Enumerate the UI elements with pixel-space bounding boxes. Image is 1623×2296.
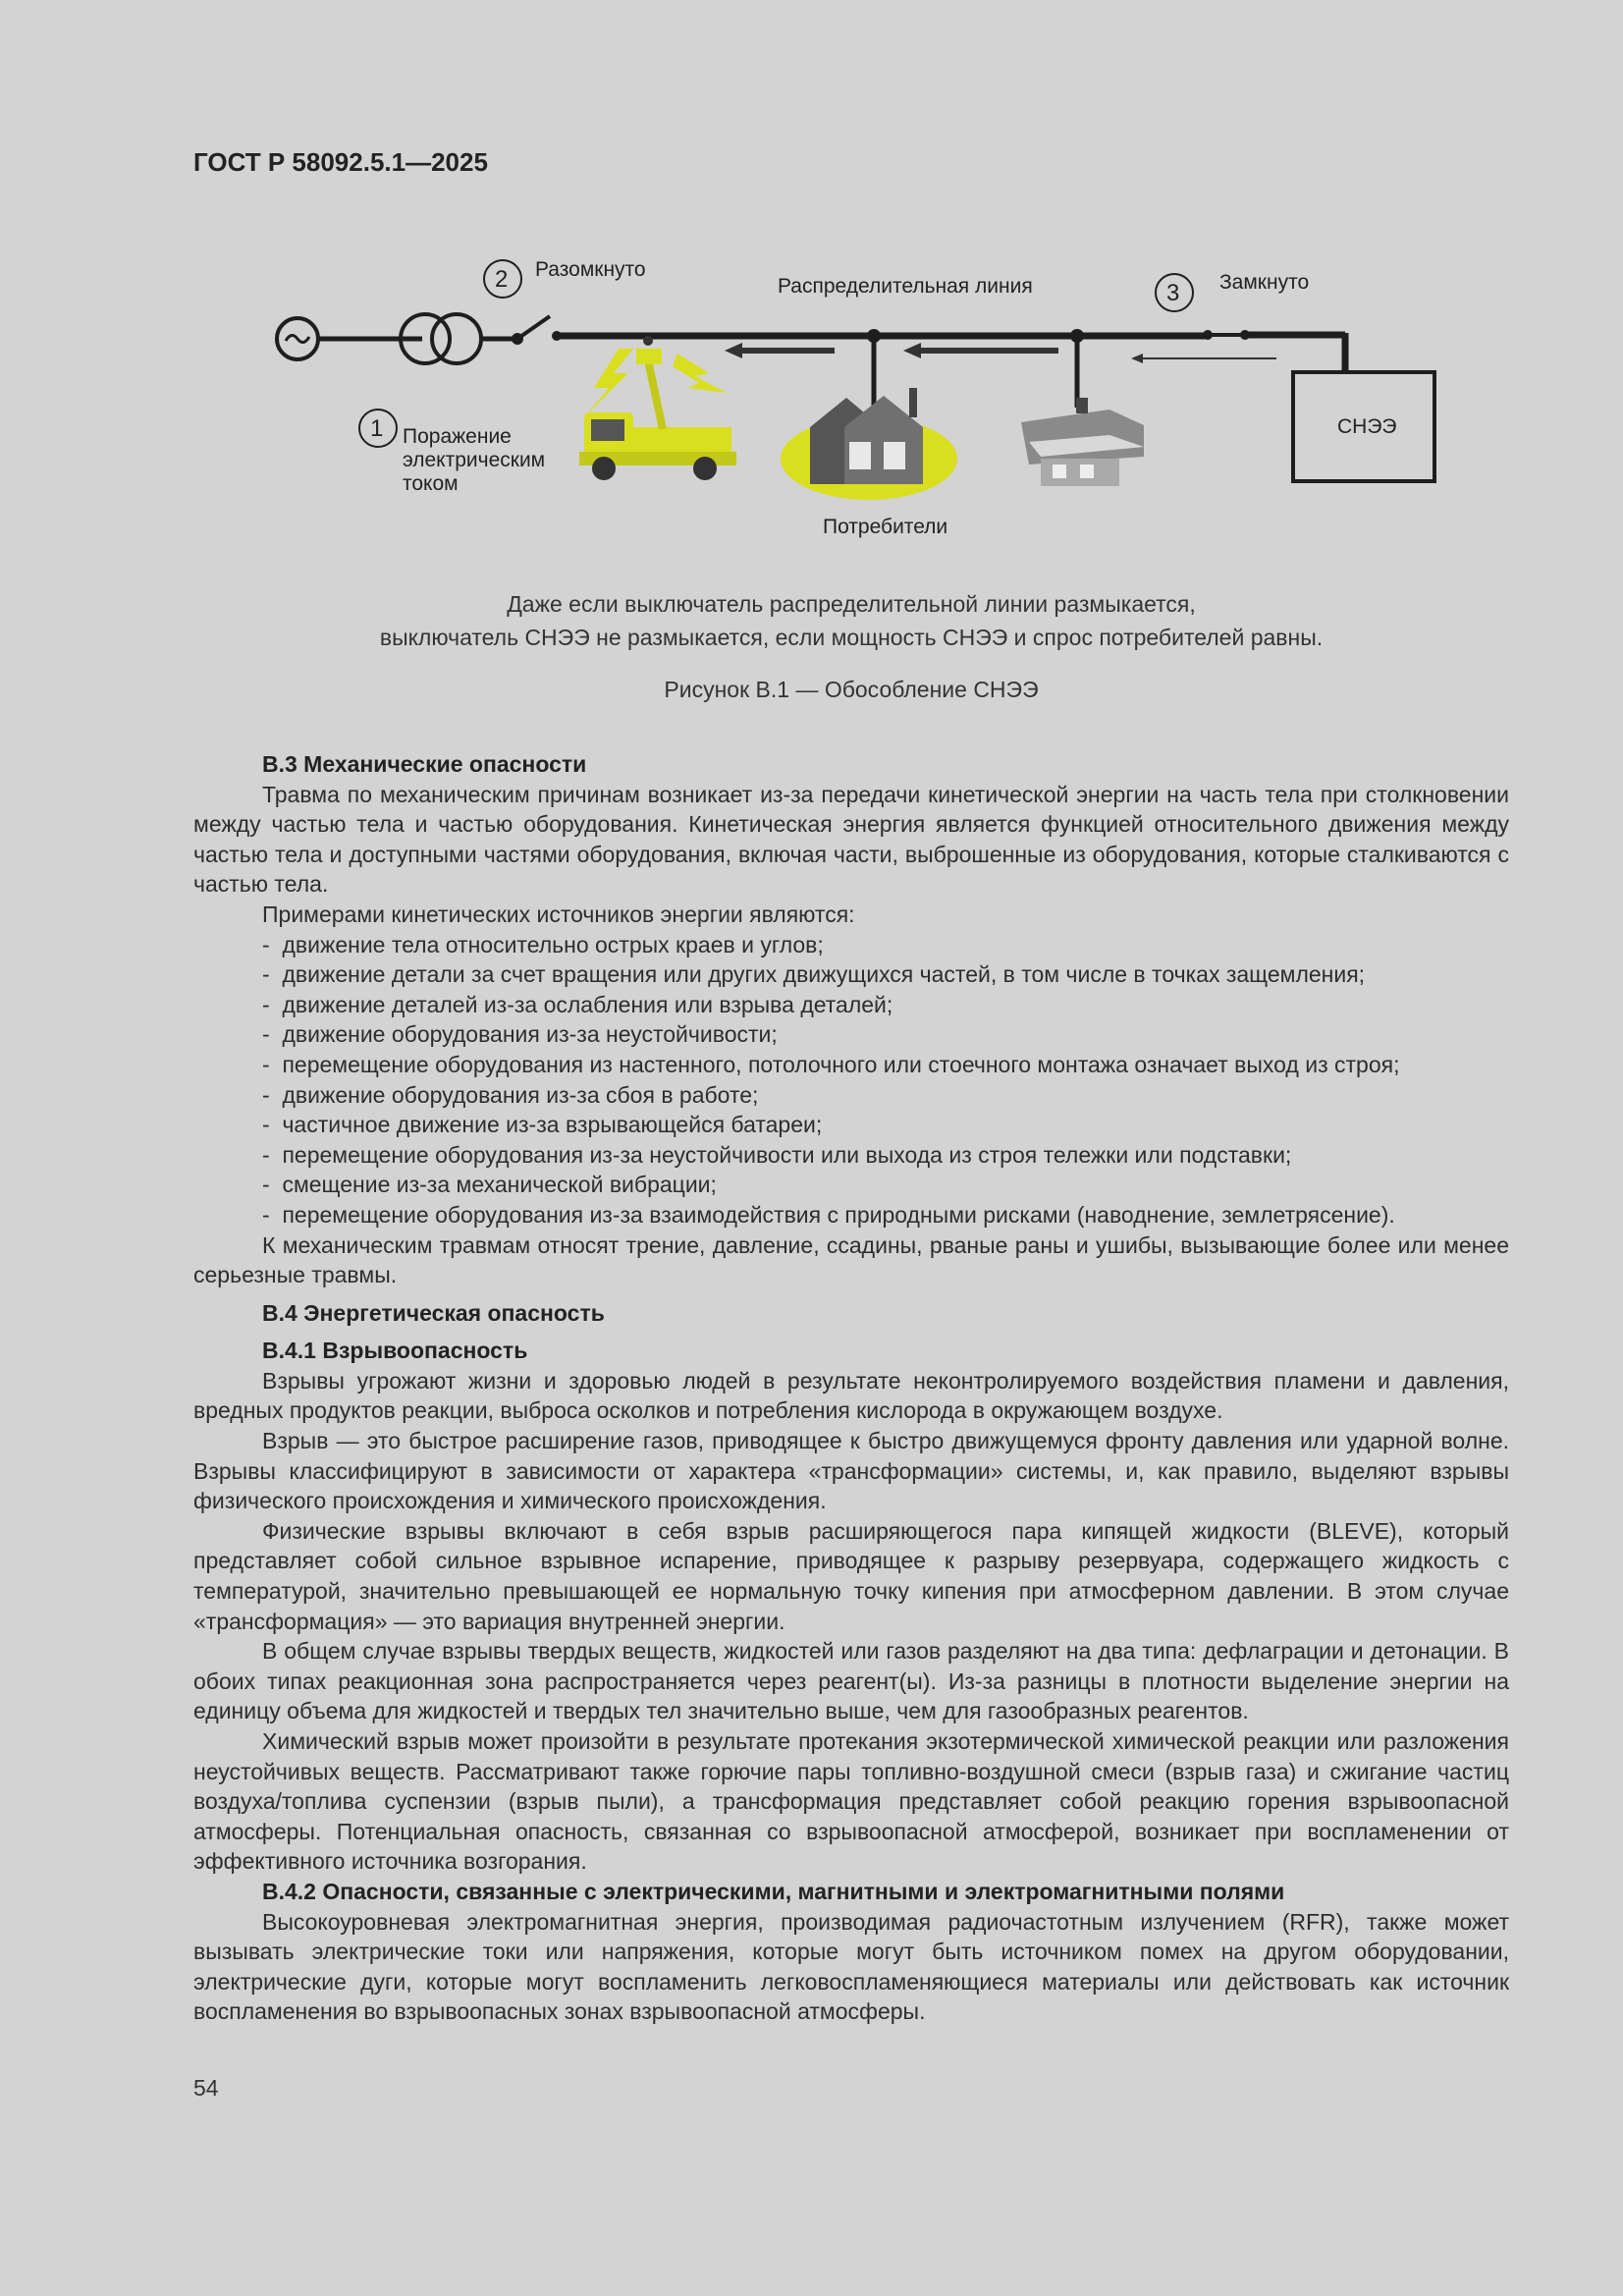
figure-b1 — [255, 250, 1453, 545]
closed-label: Замкнуто — [1219, 271, 1310, 294]
list-item: - частичное движение из-за взрывающейся батареи; — [262, 1110, 1509, 1140]
marker-1-number: 1 — [370, 415, 384, 442]
list-item: - движение деталей из-за ослабления или взрыва деталей; — [262, 990, 1509, 1020]
page-number: 54 — [193, 2075, 219, 2101]
lightning-icon — [584, 349, 633, 417]
marker-3-number: 3 — [1166, 280, 1180, 306]
paragraph: Взрывы угрожают жизни и здоровью людей в результате неконтролируемого воздействия пламени и давления, вредных продуктов реакции, выброса осколков и потребления кислорода в окружающем воздухе. — [193, 1367, 1509, 1424]
flow-arrow — [725, 343, 742, 358]
list-item: - движение оборудования из-за сбоя в работе; — [262, 1080, 1509, 1111]
list-item: - перемещение оборудования из настенного, потолочного или стоечного монтажа означает выход из строя; — [262, 1050, 1509, 1080]
open-switch — [517, 316, 550, 339]
lightning-icon — [673, 354, 727, 393]
paragraph: Высокоуровневая электромагнитная энергия, производимая радиочастотным излучением (RFR), также может вызывать электрические токи или напряжения, которые могут быть источником помех на другом оборудовании, электрические дуги, которые могут воспламенить легковоспламеняющиеся материалы или действовать как источник воспламенения во взрывоопасных зонах взрывоопасной атмосферы. — [193, 1908, 1509, 2025]
flow-arrow — [1131, 354, 1143, 363]
shock-label-line2: электрическим — [403, 449, 546, 471]
paragraph: Взрыв — это быстрое расширение газов, приводящее к быстро движущемуся фронту давления или ударной волне. Взрывы классифицируют в зависимости от характера «трансформации» системы, и, как правило, выделяют взрывы физического происхождения и химического происхождения. — [193, 1428, 1509, 1514]
shock-label-line3: током — [403, 472, 459, 495]
open-label: Разомкнуто — [535, 258, 646, 281]
house-icon — [1021, 398, 1144, 486]
consumers-label: Потребители — [823, 516, 948, 538]
list-item: - движение детали за счет вращения или других движущихся частей, в том числе в точках защемления; — [262, 959, 1509, 990]
body-text — [193, 749, 1509, 2027]
document-id: ГОСТ Р 58092.5.1—2025 — [193, 147, 488, 177]
section-b4-heading: В.4 Энергетическая опасность — [262, 1299, 605, 1326]
section-b42-heading: В.4.2 Опасности, связанные с электрическими, магнитными и электромагнитными полями — [262, 1878, 1285, 1904]
section-b3-heading: В.3 Механические опасности — [262, 751, 587, 777]
figure-note-line2: выключатель СНЭЭ не размыкается, если мощность СНЭЭ и спрос потребителей равны. — [379, 625, 1324, 650]
marker-2-number: 2 — [495, 266, 509, 293]
list-item: - перемещение оборудования из-за неустойчивости или выхода из строя тележки или подставки; — [262, 1140, 1509, 1171]
list-item: - движение оборудования из-за неустойчивости; — [262, 1019, 1509, 1050]
paragraph: В общем случае взрывы твердых веществ, жидкостей или газов разделяют на два типа: дефлаграции и детонации. В обоих типах реакционная зона распространяется через реагент(ы). Из-за разницы в плотности выделение энергии на единицу объема для жидкостей и твердых тел значительно выше, чем для газообразных реагентов. — [193, 1638, 1509, 1724]
storage-label: СНЭЭ — [1337, 415, 1397, 438]
paragraph: Примерами кинетических источников энергии являются: — [262, 901, 855, 927]
list-item: - смещение из-за механической вибрации; — [262, 1170, 1509, 1200]
paragraph: К механическим травмам относят трение, давление, ссадины, рваные раны и ушибы, вызывающие более или менее серьезные травмы. — [193, 1231, 1509, 1288]
paragraph: Физические взрывы включают в себя взрыв расширяющегося пара кипящей жидкости (BLEVE), который представляет собой сильное взрывное испарение, приводящее к разрыву резервуара, содержащего жидкость с температурой, значительно превышающей ее нормальную точку кипения при атмосферном давлении. В этом случае «трансформация» — это вариация внутренней энергии. — [193, 1517, 1509, 1634]
section-b41-heading: В.4.1 Взрывоопасность — [262, 1338, 528, 1364]
kinetic-sources-list — [193, 930, 1509, 1230]
list-item: - движение тела относительно острых краев и углов; — [262, 930, 1509, 960]
paragraph: Химический взрыв может произойти в результате протекания экзотермической химической реакции или разложения неустойчивых веществ. Рассматривают также горючие пары топливно-воздушной смеси (взрыв газа) и сжигание частиц воздуха/топлива суспензии (взрыв пыли), а трансформация представляет собой реакцию горения взрывоопасной атмосферы. Потенциальная опасность, связанная со взрывоопасной атмосферой, возникает при воспламенении от эффективного источника возгорания. — [193, 1728, 1509, 1875]
flow-arrow — [903, 343, 921, 358]
figure-note-line1: Даже если выключатель распределительной линии размыкается, — [507, 591, 1196, 617]
list-item: - перемещение оборудования из-за взаимодействия с природными рисками (наводнение, землетрясение). — [262, 1200, 1509, 1230]
bucket-truck-icon — [579, 336, 736, 480]
figure-caption: Рисунок В.1 — Обособление СНЭЭ — [664, 677, 1039, 702]
shock-label-line1: Поражение — [403, 425, 512, 448]
distribution-line-label: Распределительная линия — [778, 275, 1033, 298]
figure-note — [193, 587, 1509, 654]
paragraph: Травма по механическим причинам возникает из-за передачи кинетической энергии на часть тела при столкновении между частью тела и частью оборудования. Кинетическая энергия является функцией относительного движения между частью тела и доступными частями оборудования, включая части, выброшенные из оборудования, которые сталкиваются с частью тела. — [193, 781, 1509, 898]
factory-icon — [781, 388, 957, 500]
